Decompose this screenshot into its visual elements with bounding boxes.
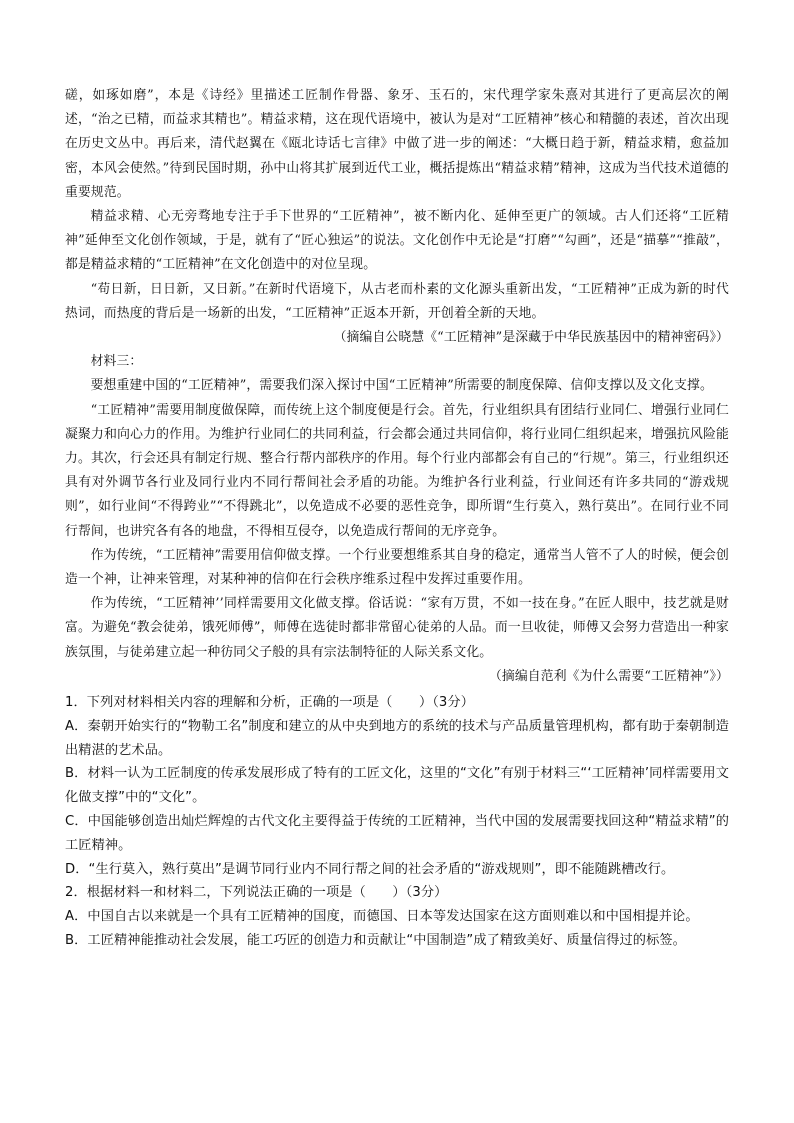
question-1-option-a: A．秦朝开始实行的“物勒工名”制度和建立的从中央到地方的系统的技术与产品质量管理机构，都有助于秦朝制造出精湛的艺术品。 [65, 718, 729, 758]
question-1 [65, 691, 729, 881]
material3-heading: 材料三： [90, 354, 143, 370]
material2-paragraph-2: 精益求精、心无旁骛地专注于手下世界的“工匠精神”，被不断内化、延伸至更广的领域。古人们还将“工匠精神”延伸至文化创作领域，于是，就有了“匠心独运”的说法。文化创作中无论是“打磨”“勾画”，还是“描摹”“推敲”，都是精益求精的“工匠精神”在文化创造中的对位呈现。 [65, 209, 729, 273]
question-1-stem: 1．下列对材料相关内容的理解和分析，正确的一项是（ ）（3分） [65, 695, 475, 711]
question-1-option-c: C．中国能够创造出灿烂辉煌的古代文化主要得益于传统的工匠精神，当代中国的发展需要找回这种“精益求精”的工匠精神。 [65, 814, 729, 853]
material3-paragraph-1: 要想重建中国的“工匠精神”，需要我们深入探讨中国“工匠精神”所需要的制度保障、信仰支撑以及文化支撑。 [90, 378, 713, 394]
page-content [65, 84, 729, 953]
question-1-option-b: B．材料一认为工匠制度的传承发展形成了特有的工匠文化，这里的“文化”有别于材料三“‘工匠精神’同样需要用文化做支撑”中的“文化”。 [65, 766, 729, 806]
question-1-option-d: D．“生行莫入，熟行莫出”是调节同行业内不同行帮之间的社会矛盾的“游戏规则”，即不能随跳槽改行。 [65, 861, 675, 877]
material3-paragraph-2: “工匠精神”需要用制度做保障，而传统上这个制度便是行会。首先，行业组织具有团结行业同仁、增强行业同仁凝聚力和向心力的作用。为维护行业同仁的共同利益，行会都会通过共同信仰，将行业同仁组织起来，增强抗风险能力。其次，行会还具有制定行规、整合行帮内部秩序的作用。每个行业内部都会有自己的“行规”。第三，行业组织还具有对外调节各行业及同行业内不同行帮间社会矛盾的功能。为维护各行业利益，行业间还有许多共同的“游戏规则”，如行业间“不得跨业”“不得跳北”，以免造成不必要的恶性竞争，即所谓“生行莫入，熟行莫出”。在同行业不同行帮间，也讲究各有各的地盘，不得相互侵夺，以免造成行帮间的无序竞争。 [65, 402, 729, 539]
question-2-option-b: B．工匠精神能推动社会发展，能工巧匠的创造力和贡献让“中国制造”成了精致美好、质量信得过的标签。 [65, 933, 686, 949]
material2-paragraph-3: “苟日新，日日新，又日新。”在新时代语境下，从古老而朴素的文化源头重新出发，“工匠精神”正成为新的时代热词，而热度的背后是一场新的出发，“工匠精神”正返本开新，开创着全新的天地。 [65, 281, 729, 321]
material2-paragraph-1: 磋，如琢如磨”，本是《诗经》里描述工匠制作骨器、象牙、玉石的，宋代理学家朱熹对其进行了更高层次的阐述，“治之已精，而益求其精也”。精益求精，这在现代语境中，被认为是对“工匠精神”核心和精髓的表述，首次出现在历史文丛中。再后来，清代赵翼在《瓯北诗话七言律》中做了进一步的阐述：“大概日趋于新，精益求精，愈益加密，本风会使然。”待到民国时期，孙中山将其扩展到近代工业，概括提炼出“精益求精”精神，这成为当代技术道德的重要规范。 [65, 88, 729, 200]
material3-paragraph-3: 作为传统，“工匠精神”需要用信仰做支撑。一个行业要想维系其自身的稳定，通常当人管不了人的时候，便会创造一个神，让神来管理，对某种神的信仰在行会秩序维系过程中发挥过重要作用。 [65, 547, 729, 588]
question-2-stem: 2．根据材料一和材料二，下列说法正确的一项是（ ）（3分） [65, 885, 448, 901]
material2-source: （摘编自公晓慧《“工匠精神”是深藏于中华民族基因中的精神密码》） [333, 330, 729, 346]
material3-paragraph-4: 作为传统，“工匠精神’’同样需要用文化做支撑。俗话说：“家有万贯，不如一技在身。”在匠人眼中，技艺就是财富。为避免“教会徒弟，饿死师傅”，师傅在选徒时都非常留心徒弟的人品。而一旦收徒，师傅又会努力营造出一种家族氛围，与徒弟建立起一种彷同父子般的具有宗法制特征的人际关系文化。 [65, 596, 729, 660]
question-2-option-a: A．中国自古以来就是一个具有工匠精神的国度，而德国、日本等发达国家在这方面则难以和中国相提并论。 [65, 909, 699, 925]
question-2 [65, 881, 729, 952]
material3-source: （摘编自范利《为什么需要“工匠精神”》） [488, 668, 729, 684]
